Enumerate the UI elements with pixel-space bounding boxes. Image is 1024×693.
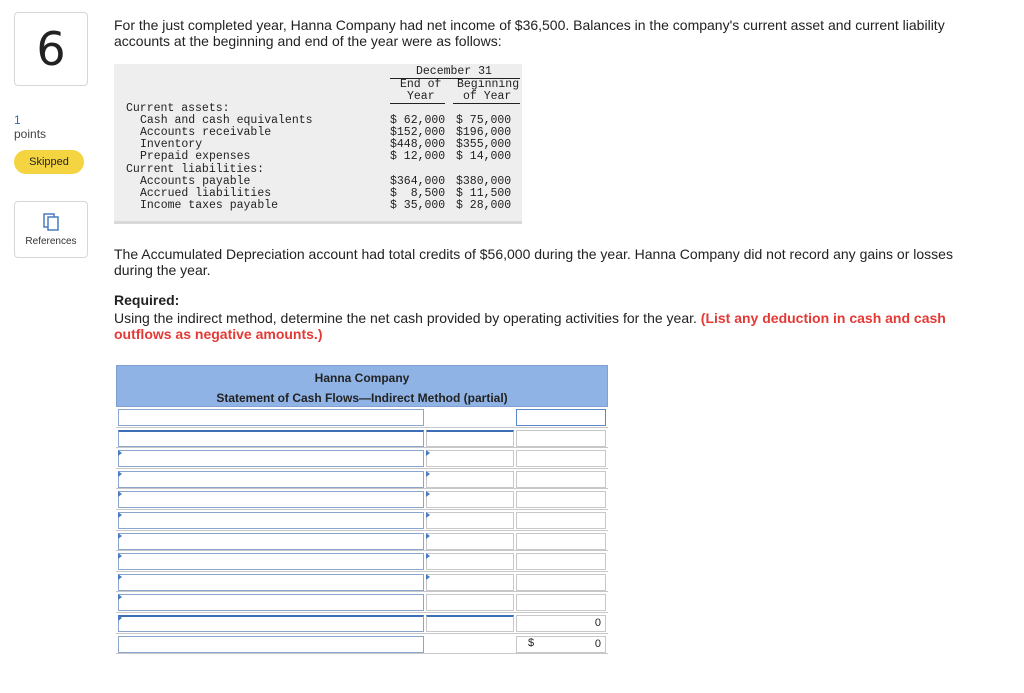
statement-row <box>116 531 608 552</box>
total-input[interactable] <box>516 574 606 591</box>
amount-input[interactable] <box>516 409 606 426</box>
dropdown-marker-icon <box>118 491 122 497</box>
dropdown-marker-icon <box>426 471 430 477</box>
asset-label: Prepaid expenses <box>140 150 251 163</box>
total-input[interactable] <box>516 491 606 508</box>
amount-input[interactable] <box>426 512 514 529</box>
dropdown-marker-icon <box>426 491 430 497</box>
statement-row <box>116 572 608 593</box>
col1-header-line2: Year <box>407 90 435 103</box>
liability-label: Income taxes payable <box>140 199 279 212</box>
points-value: 1 <box>14 113 21 127</box>
balances-table-footer <box>114 221 522 224</box>
amount-input[interactable] <box>426 594 514 611</box>
liability-end: $364,000 <box>390 175 446 188</box>
label-input[interactable] <box>118 512 424 529</box>
col2-header-line1: Beginning <box>457 78 520 91</box>
amount-input[interactable] <box>426 471 514 488</box>
asset-end: $ 12,000 <box>390 150 446 163</box>
asset-begin: $ 14,000 <box>456 150 512 163</box>
liability-label: Accrued liabilities <box>140 187 272 200</box>
total-input[interactable] <box>516 553 606 570</box>
label-input[interactable] <box>118 491 424 508</box>
liability-end: $ 8,500 <box>390 187 446 200</box>
total-input[interactable] <box>516 430 606 447</box>
label-input[interactable] <box>118 594 424 611</box>
dropdown-marker-icon <box>118 512 122 518</box>
dropdown-marker-icon <box>426 450 430 456</box>
statement-row <box>116 428 608 449</box>
statement-row <box>116 489 608 510</box>
question-number: 6 <box>14 12 88 86</box>
total-input[interactable] <box>516 471 606 488</box>
points-label: points <box>14 127 47 141</box>
asset-begin: $ 75,000 <box>456 114 512 127</box>
total-input[interactable] <box>516 450 606 467</box>
liability-end: $ 35,000 <box>390 199 446 212</box>
amount-input[interactable] <box>426 450 514 467</box>
statement-row <box>116 613 608 634</box>
liability-label: Accounts payable <box>140 175 251 188</box>
references-icon <box>41 212 61 232</box>
empty-cell <box>426 636 514 653</box>
amount-input[interactable] <box>426 491 514 508</box>
liabilities-heading: Current liabilities: <box>126 163 265 176</box>
statement-title: Statement of Cash Flows—Indirect Method (partial) <box>216 391 508 405</box>
statement-row <box>116 448 608 469</box>
dropdown-marker-icon <box>118 471 122 477</box>
statement-row <box>116 407 608 428</box>
asset-label: Cash and cash equivalents <box>140 114 313 127</box>
col2-underline <box>453 103 520 104</box>
label-input[interactable] <box>118 409 424 426</box>
statement-row <box>116 592 608 613</box>
label-input[interactable] <box>118 450 424 467</box>
label-input[interactable] <box>118 553 424 570</box>
references-button[interactable] <box>14 201 88 258</box>
liability-begin: $380,000 <box>456 175 512 188</box>
subtotal-value: 0 <box>516 615 606 632</box>
col2-header-line2: of Year <box>463 90 512 103</box>
statement-row <box>116 634 608 655</box>
depreciation-text: The Accumulated Depreciation account had total credits of $56,000 during the year. Hanna Company did not record any gains or losses during the year. <box>114 246 953 278</box>
dropdown-marker-icon <box>118 574 122 580</box>
currency-symbol: $ <box>528 636 535 649</box>
asset-end: $152,000 <box>390 126 446 139</box>
required-body: Using the indirect method, determine the net cash provided by operating activities for the year. <box>114 310 697 326</box>
label-input[interactable] <box>118 471 424 488</box>
dropdown-marker-icon <box>118 450 122 456</box>
label-input[interactable] <box>118 430 424 447</box>
dropdown-marker-icon <box>426 574 430 580</box>
dropdown-marker-icon <box>426 512 430 518</box>
amount-input[interactable] <box>426 430 514 447</box>
dropdown-marker-icon <box>118 594 122 600</box>
asset-begin: $355,000 <box>456 138 512 151</box>
liability-begin: $ 11,500 <box>456 187 512 200</box>
balances-table <box>114 64 522 221</box>
statement-header <box>116 365 608 407</box>
liability-begin: $ 28,000 <box>456 199 512 212</box>
dropdown-marker-icon <box>426 533 430 539</box>
header-period: December 31 <box>416 65 492 78</box>
total-value: 0 <box>516 636 606 653</box>
asset-label: Inventory <box>140 138 203 151</box>
dropdown-marker-icon <box>118 553 122 559</box>
asset-begin: $196,000 <box>456 126 512 139</box>
total-input[interactable] <box>516 533 606 550</box>
asset-label: Accounts receivable <box>140 126 272 139</box>
references-label: References <box>25 236 77 247</box>
total-input[interactable] <box>516 594 606 611</box>
label-input[interactable] <box>118 533 424 550</box>
amount-input[interactable] <box>426 574 514 591</box>
asset-end: $448,000 <box>390 138 446 151</box>
statement-row <box>116 551 608 572</box>
amount-input[interactable] <box>426 533 514 550</box>
assets-heading: Current assets: <box>126 102 230 115</box>
dropdown-marker-icon <box>118 533 122 539</box>
label-input[interactable] <box>118 574 424 591</box>
statement-row <box>116 510 608 531</box>
asset-end: $ 62,000 <box>390 114 446 127</box>
required-text <box>114 310 974 342</box>
intro-text: For the just completed year, Hanna Company had net income of $36,500. Balances in the company's current asset and current liability accounts at the beginning and end of the year were as follows: <box>114 17 945 49</box>
amount-input[interactable] <box>426 615 514 632</box>
statement-table <box>116 365 608 654</box>
status-badge: Skipped <box>14 150 84 174</box>
label-input[interactable] <box>118 615 424 632</box>
required-note: (List any deduction in cash and cash outflows as negative amounts.) <box>114 310 946 342</box>
col1-header-line1: End of <box>400 78 442 91</box>
dropdown-marker-icon <box>118 615 122 621</box>
col1-underline <box>390 103 445 104</box>
label-input[interactable] <box>118 636 424 653</box>
statement-company: Hanna Company <box>314 371 410 385</box>
statement-row <box>116 469 608 490</box>
total-input[interactable] <box>516 512 606 529</box>
required-heading: Required: <box>114 292 180 308</box>
amount-input[interactable] <box>426 553 514 570</box>
dropdown-marker-icon <box>426 553 430 559</box>
